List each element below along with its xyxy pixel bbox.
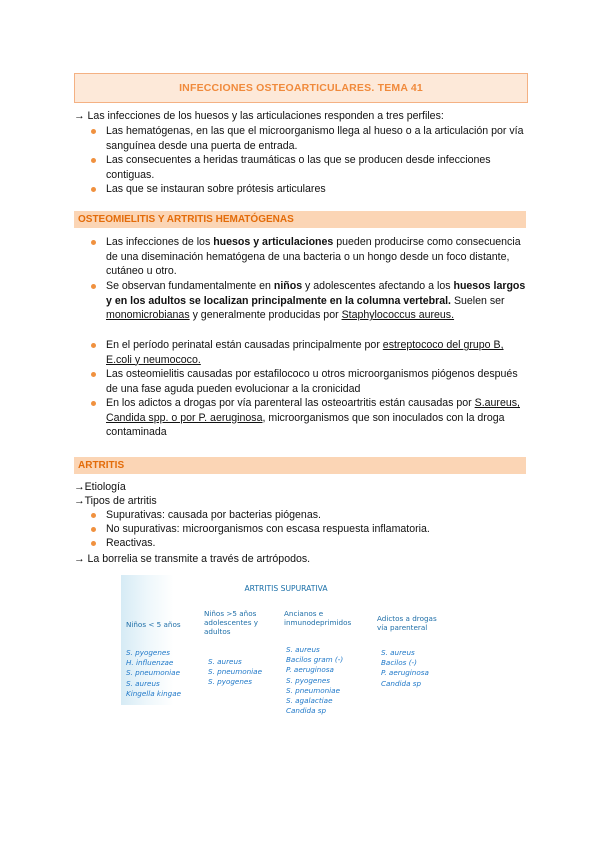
column-header: Ancianos e inmunodeprimidos [284,609,352,627]
borrelia-line: → La borrelia se transmite a través de artrópodos. [74,553,311,565]
tipos-line: →Tipos de artritis [74,495,157,507]
osteo-item: Las infecciones de los huesos y articulaciones pueden producirse como consecuencia de una diseminación hematógena de una bacteria o un hongo desde un foco distante, cutáneo u otro. [106,235,526,279]
column-items: S. aureus Bacilos gram (-) P. aeruginosa S. pyogenes S. pneumoniae S. agalactiae Candida sp [286,645,344,716]
figure-column [284,609,352,716]
figure-column [204,609,263,687]
intro-item: Las hematógenas, en las que el microorganismo llega al hueso o a la articulación por vía sanguínea desde una puerta de entrada. [106,124,526,153]
artritis-type-item: Reactivas. [106,536,526,551]
document-title: INFECCIONES OSTEOARTICULARES. TEMA 41 [74,73,528,103]
intro-line: → Las infecciones de los huesos y las articulaciones responden a tres perfiles: [74,110,444,122]
osteo-item: En el período perinatal están causadas principalmente por estreptococo del grupo B, E.coli y neumococo. [106,338,526,367]
column-header: Niños >5 años adolescentes y adultos [204,609,258,636]
etiologia-line: →Etiología [74,481,126,493]
intro-item: Las consecuentes a heridas traumáticas o las que se producen desde infecciones contiguas. [106,153,526,182]
artritis-type-item: No supurativas: microorganismos con escasa respuesta inflamatoria. [106,522,526,537]
figure-column [126,609,182,698]
column-items: S. pyogenes H. influenzae S. pneumoniae S. aureus Kingella kingae [126,648,182,698]
artritis-supurativa-figure [121,575,451,716]
column-header: Adictos a drogas vía parenteral [377,614,437,632]
osteo-item: Las osteomielitis causadas por estafilococo u otros microorganismos piógenos después de una fase aguda pueden evolucionar a la cronicidad [106,367,526,396]
column-items: S. aureus Bacilos (-) P. aeruginosa Candida sp [381,648,429,688]
figure-title: ARTRITIS SUPURATIVA [244,584,328,593]
osteo-item: En los adictos a drogas por vía parenteral las osteoartritis están causadas por S.aureus, Candida spp. o por P. aeruginosa, microorganismos que son inoculados con la droga contaminada [106,396,526,440]
intro-item: Las que se instauran sobre prótesis articulares [106,182,526,197]
section-heading-artritis: ARTRITIS [74,457,526,474]
osteo-item: Se observan fundamentalmente en niños y adolescentes afectando a los huesos largos y en los adultos se localizan principalmente en la columna vertebral. Suelen ser monomicrobianas y generalmente producidas por Staphylococcus aureus. [106,280,526,322]
figure-column [377,609,437,688]
column-items: S. aureus S. pneumoniae S. pyogenes [208,657,263,687]
artritis-type-item: Supurativas: causada por bacterias piógenas. [106,508,526,523]
column-header: Niños < 5 años [126,620,181,629]
section-heading-osteomielitis: OSTEOMIELITIS Y ARTRITIS HEMATÓGENAS [74,211,526,228]
